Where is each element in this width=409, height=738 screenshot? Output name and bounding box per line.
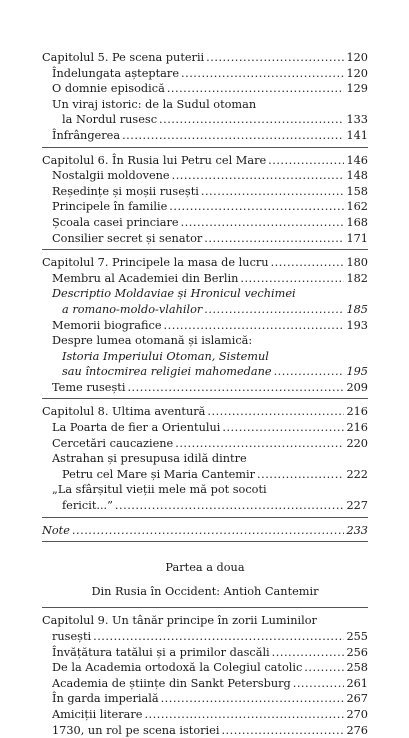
toc-entry[interactable]: De la Academia ortodoxă la Colegiul catolic ..... 258 [42,660,368,676]
toc-entry[interactable]: Petru cel Mare și Maria Cantemir ..... 222 [42,467,368,483]
toc-entry[interactable]: Membru al Academiei din Berlin ..... 182 [42,271,368,287]
toc-chapter-6[interactable]: Capitolul 6. În Rusia lui Petru cel Mare ..... 146 [42,153,368,169]
toc-entry[interactable]: La Poarta de fier a Orientului ..... 216 [42,420,368,436]
toc-entry[interactable]: O domnie episodică ..... 129 [42,81,368,97]
toc-chapter-9-line1[interactable]: Capitolul 9. Un tânăr principe în zorii Luminilor [42,614,317,628]
toc-entry[interactable]: Principele în familie ..... 162 [42,199,368,215]
toc-chapter-5[interactable]: Capitolul 5. Pe scena puterii ..... 120 [42,50,368,66]
section-divider [42,517,368,518]
toc-entry[interactable]: Cercetări caucaziene ..... 220 [42,436,368,452]
toc-entry[interactable]: 1730, un rol pe scena istoriei ..... 276 [42,723,368,738]
toc-entry[interactable]: Învățătura tatălui și a primilor dascăli ..... 256 [42,645,368,661]
toc-entry[interactable]: Reședințe și moșii rusești ..... 158 [42,184,368,200]
toc-entry-line1[interactable]: Astrahan și presupusa idilă dintre [52,452,247,466]
section-divider [42,249,368,250]
toc-entry[interactable]: Memorii biografice ..... 193 [42,318,368,334]
toc-notes[interactable]: Note ..... 233 [42,523,368,539]
toc-entry[interactable]: Academia de științe din Sankt Petersburg ..... 261 [42,676,368,692]
part-subtitle: Din Rusia în Occident: Antioh Cantemir [91,584,319,598]
toc-chapter-8[interactable]: Capitolul 8. Ultima aventură ..... 216 [42,404,368,420]
toc-entry-line1[interactable]: Descriptio Moldaviae și Hronicul vechimei [52,287,296,301]
toc-entry[interactable]: fericit...” ..... 227 [42,498,368,514]
toc-entry[interactable]: sau întocmirea religiei mahomedane ..... 195 [42,364,368,380]
toc-chapter-7[interactable]: Capitolul 7. Principele la masa de lucru ..... 180 [42,255,368,271]
toc-entry-line1[interactable]: Despre lumea otomană și islamică: [52,334,253,348]
toc-entry-line1[interactable]: Un viraj istoric: de la Sudul otoman [52,97,257,111]
section-divider [42,541,368,542]
toc-entry-line2[interactable]: Istoria Imperiului Otoman, Sistemul [62,349,269,363]
toc-entry[interactable]: În garda imperială ..... 267 [42,691,368,707]
toc-entry[interactable]: Teme rusești ..... 209 [42,380,368,396]
toc-entry[interactable]: Amiciții literare ..... 270 [42,707,368,723]
toc-chapter-9[interactable]: rusești ..... 255 [42,629,368,645]
toc-entry[interactable]: Îndelungata așteptare ..... 120 [42,66,368,82]
section-divider [42,398,368,399]
table-of-contents [42,50,368,738]
part-heading: Partea a doua [165,561,245,575]
toc-entry[interactable]: la Nordul rusesc ..... 133 [42,112,368,128]
toc-entry[interactable]: a romano-moldo-vlahilor ..... 185 [42,302,368,318]
toc-entry[interactable]: Școala casei princiare ..... 168 [42,215,368,231]
section-divider [42,607,368,608]
toc-entry[interactable]: Consilier secret și senator ..... 171 [42,231,368,247]
section-divider [42,147,368,148]
toc-entry[interactable]: Înfrângerea ..... 141 [42,128,368,144]
toc-entry[interactable]: Nostalgii moldovene ..... 148 [42,168,368,184]
toc-entry-line1[interactable]: „La sfârșitul vieții mele mă pot socoti [52,483,267,497]
